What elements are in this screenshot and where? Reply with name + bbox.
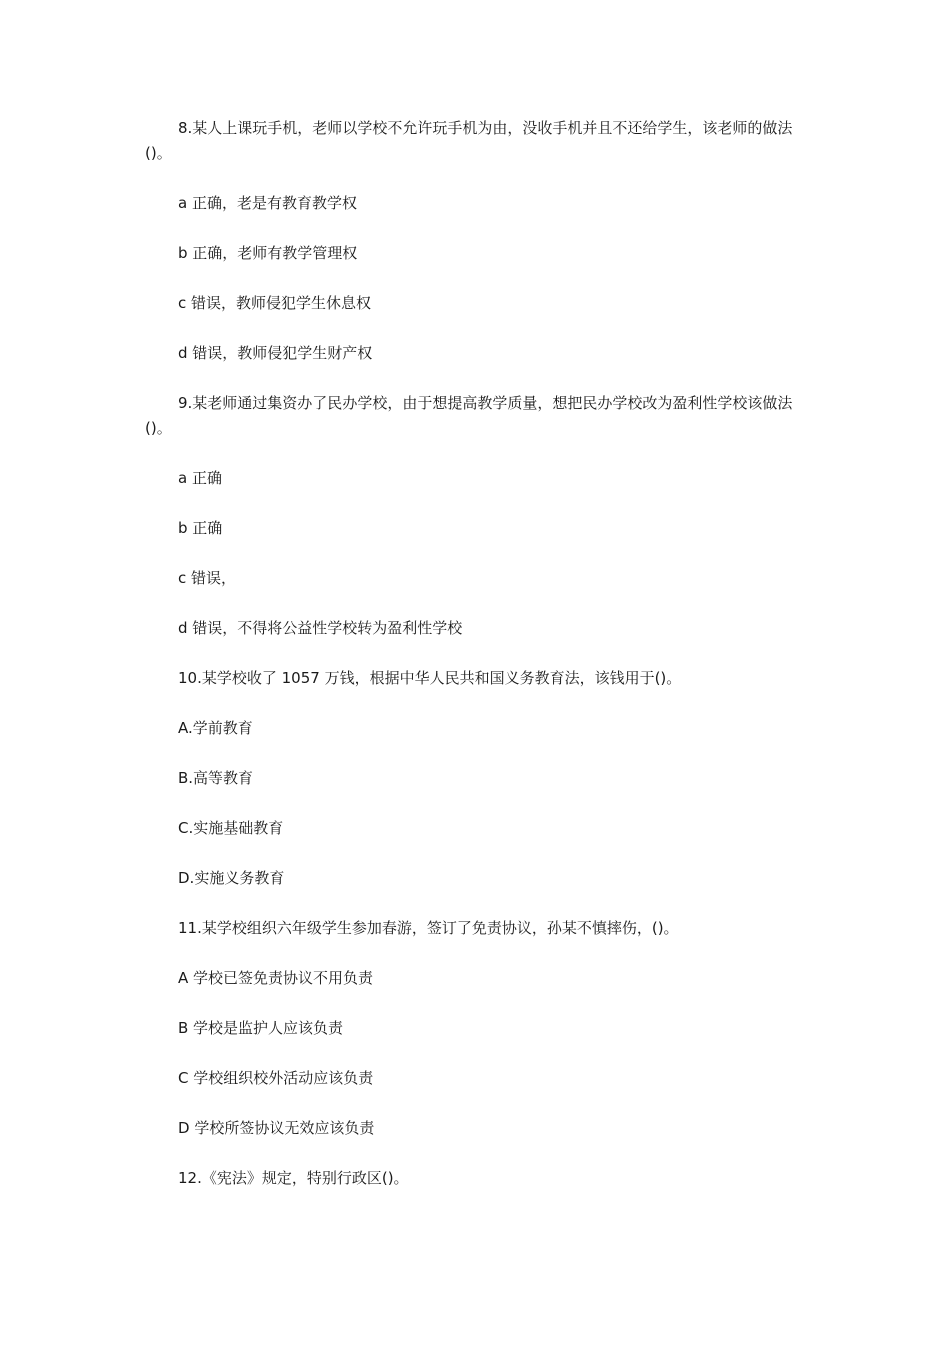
question-9-option-a: a 正确 <box>178 469 222 487</box>
question-10: 10.某学校收了 1057 万钱，根据中华人民共和国义务教育法，该钱用于()。 <box>178 669 682 687</box>
question-8-option-c: c 错误，教师侵犯学生休息权 <box>178 294 372 312</box>
question-9-option-b: b 正确 <box>178 519 223 537</box>
question-8-option-a: a 正确，老是有教育教学权 <box>178 194 357 212</box>
question-8-option-b: b 正确，老师有教学管理权 <box>178 244 358 262</box>
question-11: 11.某学校组织六年级学生参加春游，签订了免责协议，孙某不慎摔伤，()。 <box>178 919 679 937</box>
question-12: 12.《宪法》规定，特别行政区()。 <box>178 1169 409 1187</box>
question-10-option-a: A.学前教育 <box>178 719 253 737</box>
document-body <box>145 116 810 1216</box>
question-8: 8.某人上课玩手机，老师以学校不允许玩手机为由，没收手机并且不还给学生，该老师的做法()。 <box>145 119 793 162</box>
question-11-option-c: C 学校组织校外活动应该负责 <box>178 1069 374 1087</box>
question-9-option-d: d 错误，不得将公益性学校转为盈利性学校 <box>178 619 463 637</box>
question-9: 9.某老师通过集资办了民办学校，由于想提高教学质量，想把民办学校改为盈利性学校该做法()。 <box>145 394 793 437</box>
question-10-option-d: D.实施义务教育 <box>178 869 285 887</box>
question-11-option-d: D 学校所签协议无效应该负责 <box>178 1119 375 1137</box>
question-9-option-c: c 错误， <box>178 569 237 587</box>
question-11-option-a: A 学校已签免责协议不用负责 <box>178 969 374 987</box>
question-10-option-c: C.实施基础教育 <box>178 819 284 837</box>
question-11-option-b: B 学校是监护人应该负责 <box>178 1019 344 1037</box>
question-10-option-b: B.高等教育 <box>178 769 254 787</box>
question-8-option-d: d 错误，教师侵犯学生财产权 <box>178 344 373 362</box>
